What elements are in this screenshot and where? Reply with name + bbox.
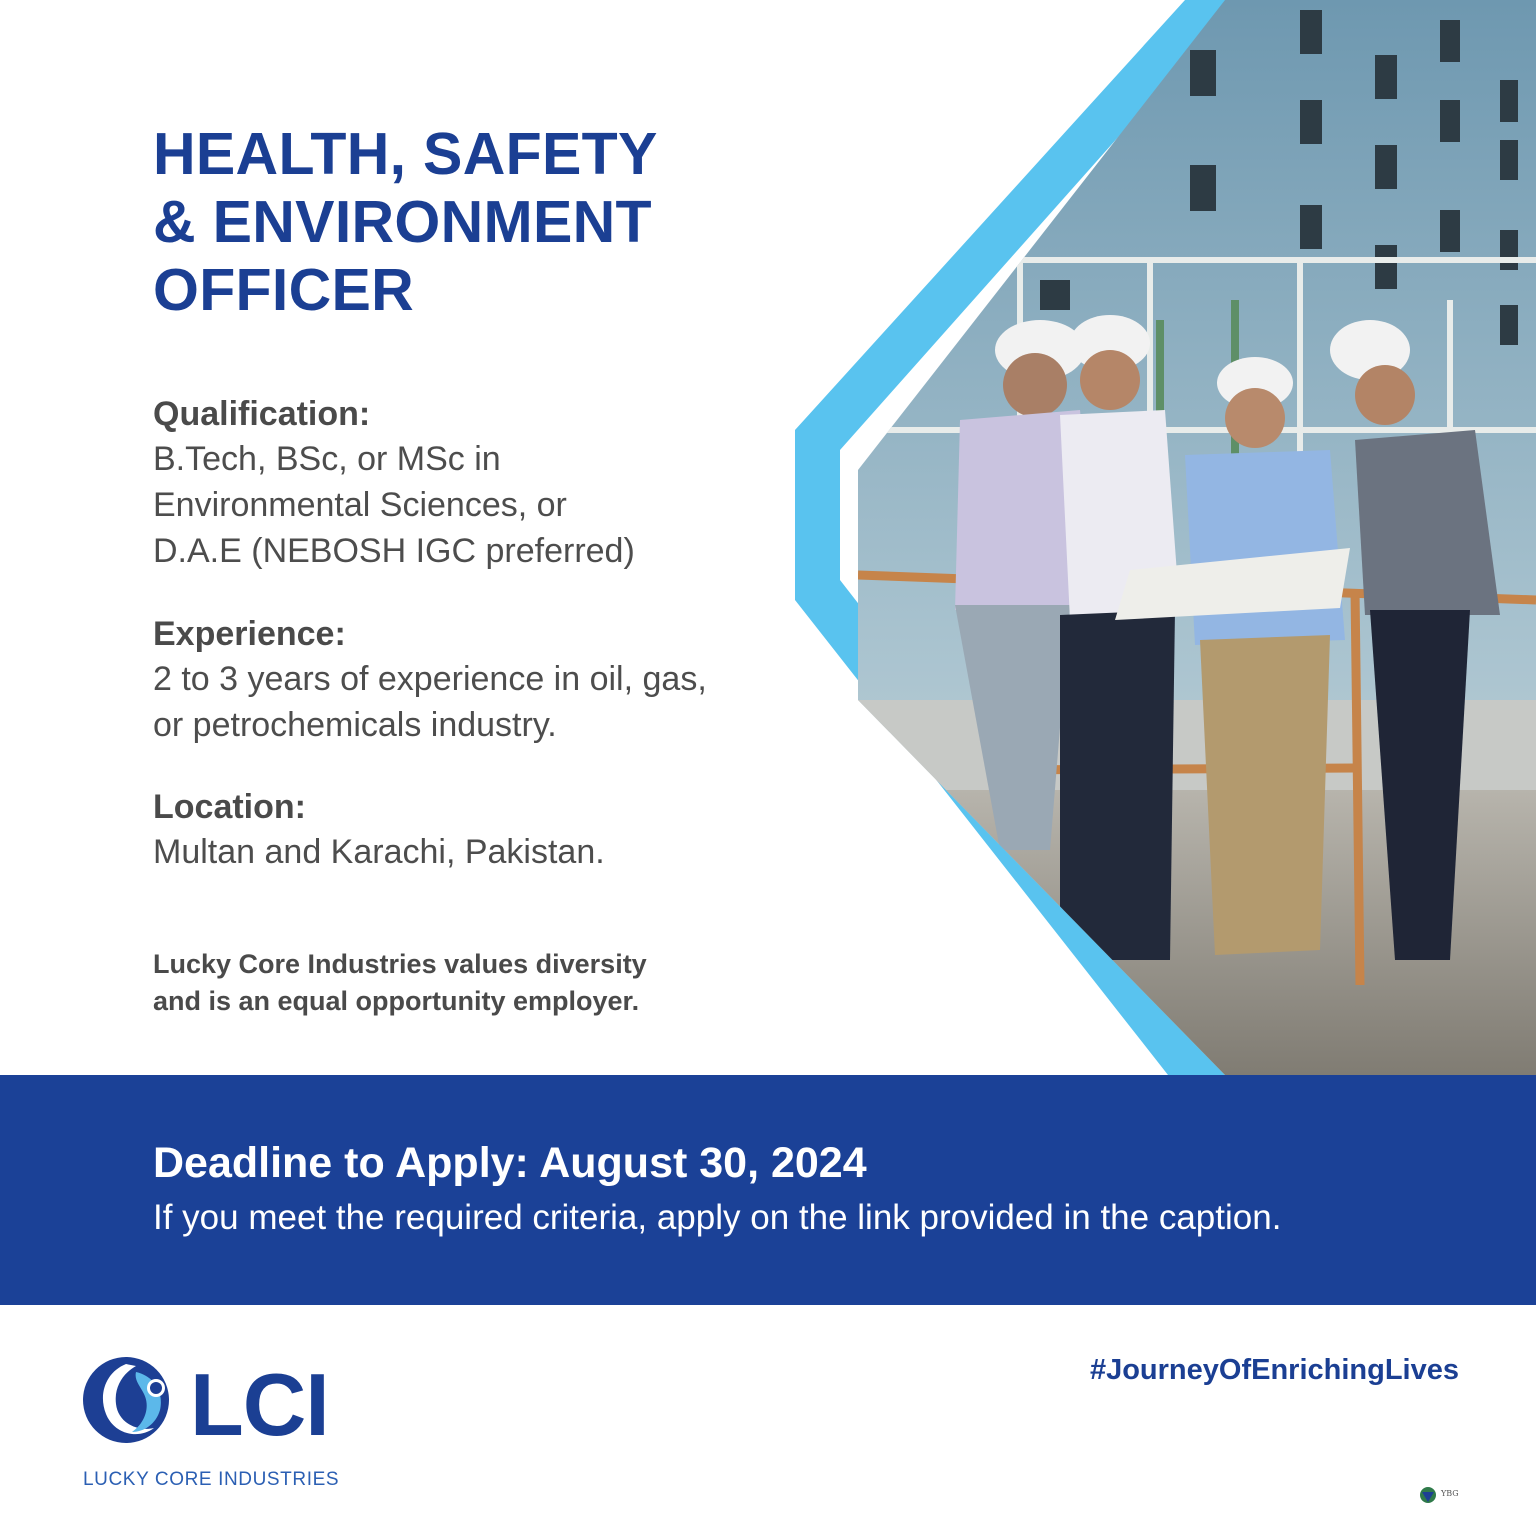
- deadline-text: Deadline to Apply: August 30, 2024: [153, 1139, 867, 1187]
- qualification-line: B.Tech, BSc, or MSc in: [153, 440, 501, 478]
- qualification-line: D.A.E (NEBOSH IGC preferred): [153, 532, 635, 570]
- job-title-line: OFFICER: [153, 257, 415, 323]
- experience-heading: Experience:: [153, 615, 346, 653]
- location-line: Multan and Karachi, Pakistan.: [153, 833, 605, 871]
- apply-instructions: If you meet the required criteria, apply on the link provided in the caption.: [153, 1198, 1282, 1237]
- qualification-section: [153, 392, 793, 574]
- location-text: [153, 829, 793, 875]
- note-line: and is an equal opportunity employer.: [153, 986, 640, 1016]
- qualification-text: [153, 436, 793, 574]
- agency-mark-text: YBG: [1441, 1489, 1459, 1498]
- logo-subtitle: LUCKY CORE INDUSTRIES: [83, 1469, 340, 1490]
- experience-line: 2 to 3 years of experience in oil, gas,: [153, 660, 707, 698]
- equal-opportunity-note: [153, 946, 773, 1020]
- experience-text: [153, 656, 793, 748]
- note-line: Lucky Core Industries values diversity: [153, 949, 647, 979]
- qualification-heading: Qualification:: [153, 395, 371, 433]
- experience-line: or petrochemicals industry.: [153, 706, 557, 744]
- campaign-hashtag: #JourneyOfEnrichingLives: [1089, 1354, 1459, 1386]
- qualification-line: Environmental Sciences, or: [153, 486, 567, 524]
- job-title-line: HEALTH, SAFETY: [153, 121, 658, 187]
- location-section: [153, 785, 793, 875]
- deadline-banner: [0, 1075, 1536, 1305]
- logo-wordmark: LCI: [190, 1355, 329, 1454]
- location-heading: Location:: [153, 788, 306, 826]
- experience-section: [153, 612, 793, 748]
- job-title-line: & ENVIRONMENT: [153, 189, 652, 255]
- job-title: [153, 120, 773, 324]
